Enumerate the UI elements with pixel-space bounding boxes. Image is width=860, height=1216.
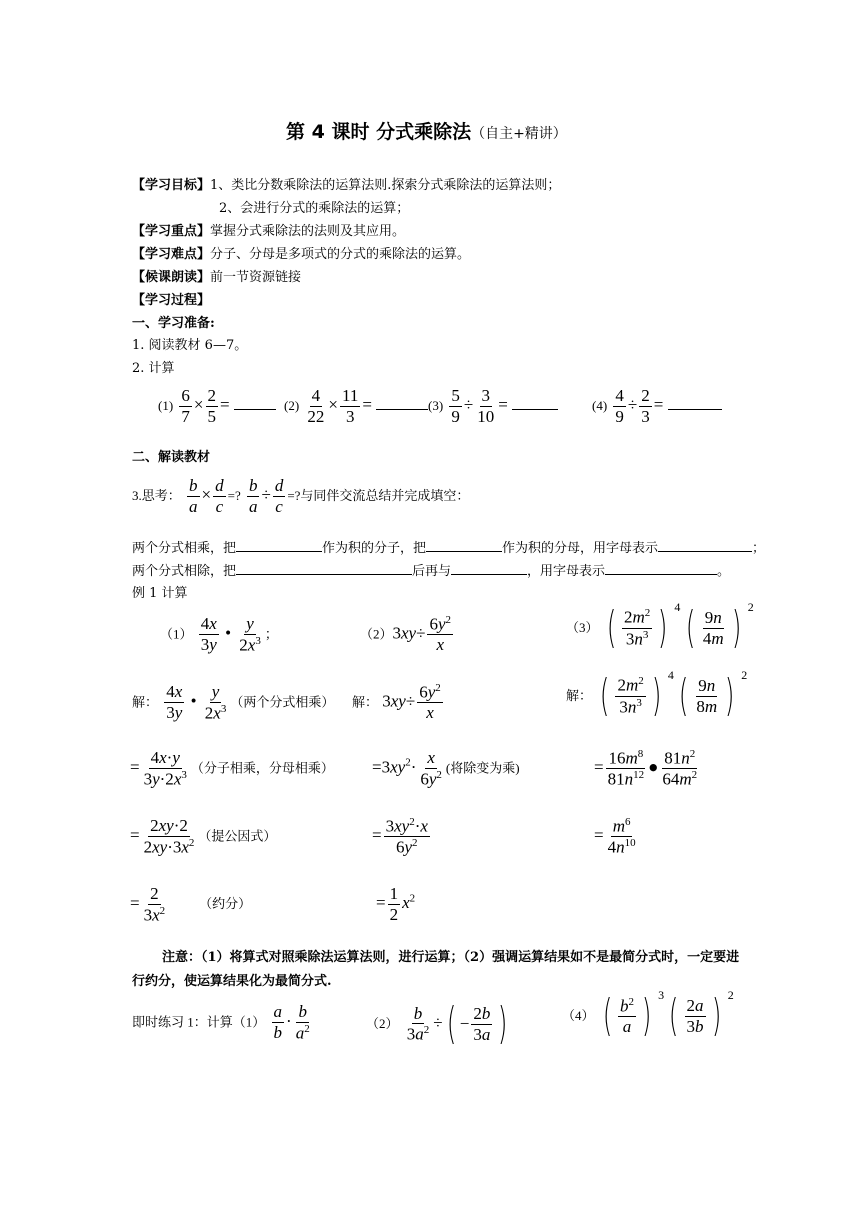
calc-1: (1) $\frac{6}{7}$ × $\frac{2}{5}$ = bbox=[158, 386, 276, 426]
solution-1-step-4: = $\frac{2}{3x^2}$ （约分） bbox=[130, 884, 252, 925]
practice-4: （4） ( $\frac{b^2}{a}$ ) 3 ( $\frac{2a}{3b}$ ) 2 bbox=[562, 988, 734, 1041]
calc-2: (2) $\frac{4}{22}$ × $\frac{11}{3}$ = bbox=[284, 386, 428, 426]
example-problem-2: （2）3xy÷ $\frac{6y^2}{x}$ bbox=[360, 614, 451, 655]
think-line: 3.思考： $\frac{b}{a}$ × $\frac{d}{c}$ =? $\frac{b}{a}$ ÷ $\frac{d}{c}$ =?与同伴交流总结并完成填空： bbox=[132, 476, 470, 516]
note-line-1: 注意：（1）将算式对照乘除法运算法则，进行运算；（2）强调运算结果如不是最简分式时，一定要进 bbox=[162, 950, 740, 965]
reading-line: 【候课朗读】前一节资源链接 bbox=[132, 270, 302, 285]
solution-3-step-3: = $\frac{m^6}{4n^{10}}$ bbox=[594, 816, 636, 857]
solution-2-step-2: $=3xy^2\cdot$ $\frac{x}{6y^2}$ (将除变为乘) bbox=[372, 748, 520, 789]
solution-3-step-2: = $\frac{16m^8}{81n^{12}}$ ● $\frac{81n^2}{64m^2}$ bbox=[594, 748, 698, 789]
section-2-heading: 二、解读教材 bbox=[132, 450, 211, 465]
solution-2-step-3: = $\frac{3xy^2\cdot x}{6y^2}$ bbox=[372, 816, 428, 857]
solution-1-step-3: = $\frac{2xy\cdot 2}{2xy\cdot 3x^2}$ （提公因式） bbox=[130, 816, 277, 857]
rule-multiply: 两个分式相乘，把 作为积的分子，把 作为积的分母，用字母表示 ； bbox=[132, 541, 766, 556]
prep-item-2: 2. 计算 bbox=[132, 361, 175, 376]
example-problem-3: （3） ( $\frac{2m^2}{3n^3}$ ) 4 ( $\frac{9n}{4m}$ ) 2 bbox=[566, 600, 754, 653]
rule-divide: 两个分式相除，把 后再与 ，用字母表示 。 bbox=[132, 564, 731, 579]
solution-2-step-4: = $\frac{1}{2}$ $x^2$ bbox=[376, 884, 416, 924]
solution-1-step-1: 解： $\frac{4x}{3y}$ • $\frac{y}{2x^3}$ （两个分式相乘） bbox=[132, 682, 335, 723]
solution-2-step-1: 解： 3xy÷ $\frac{6y^2}{x}$ bbox=[352, 682, 441, 723]
prep-item-1: 1. 阅读教材 6—7。 bbox=[132, 338, 248, 353]
goal-line-2: 2、会进行分式的乘除法的运算； bbox=[219, 201, 410, 216]
difficulty-line: 【学习难点】分子、分母是多项式的分式的乘除法的运算。 bbox=[132, 247, 471, 262]
page-title: 第 4 课时 分式乘除法（自主+精讲） bbox=[286, 121, 567, 143]
practice-2: （2） $\frac{b}{3a^2}$ ÷ ( − $\frac{2b}{3a}$ ) bbox=[366, 998, 508, 1049]
section-1-heading: 一、学习准备: bbox=[132, 316, 215, 331]
focus-line: 【学习重点】掌握分式乘除法的法则及其应用。 bbox=[132, 224, 406, 239]
process-label: 【学习过程】 bbox=[132, 293, 211, 308]
note-line-2: 行约分，使运算结果化为最简分式. bbox=[132, 974, 332, 989]
example-problem-1: （1） $\frac{4x}{3y}$ • $\frac{y}{2x^3}$ ； bbox=[160, 614, 278, 655]
example-label: 例 1 计算 bbox=[132, 586, 188, 601]
practice-1: 即时练习 1：计算（1） $\frac{a}{b}$ · $\frac{b}{a^2}$ bbox=[132, 1002, 310, 1043]
solution-3-step-1: 解： ( $\frac{2m^2}{3n^3}$ ) 4 ( $\frac{9n}{8m}$ ) 2 bbox=[566, 668, 748, 721]
solution-1-step-2: = $\frac{4x\cdot y}{3y\cdot 2x^3}$ （分子相乘，分母相乘） bbox=[130, 748, 334, 789]
calc-4: (4) $\frac{4}{9}$ ÷ $\frac{2}{3}$ = bbox=[592, 386, 722, 426]
calc-3: (3) $\frac{5}{9}$ ÷ $\frac{3}{10}$ = bbox=[428, 386, 558, 426]
goal-line: 【学习目标】1、类比分数乘除法的运算法则.探索分式乘除法的运算法则； bbox=[132, 178, 561, 193]
